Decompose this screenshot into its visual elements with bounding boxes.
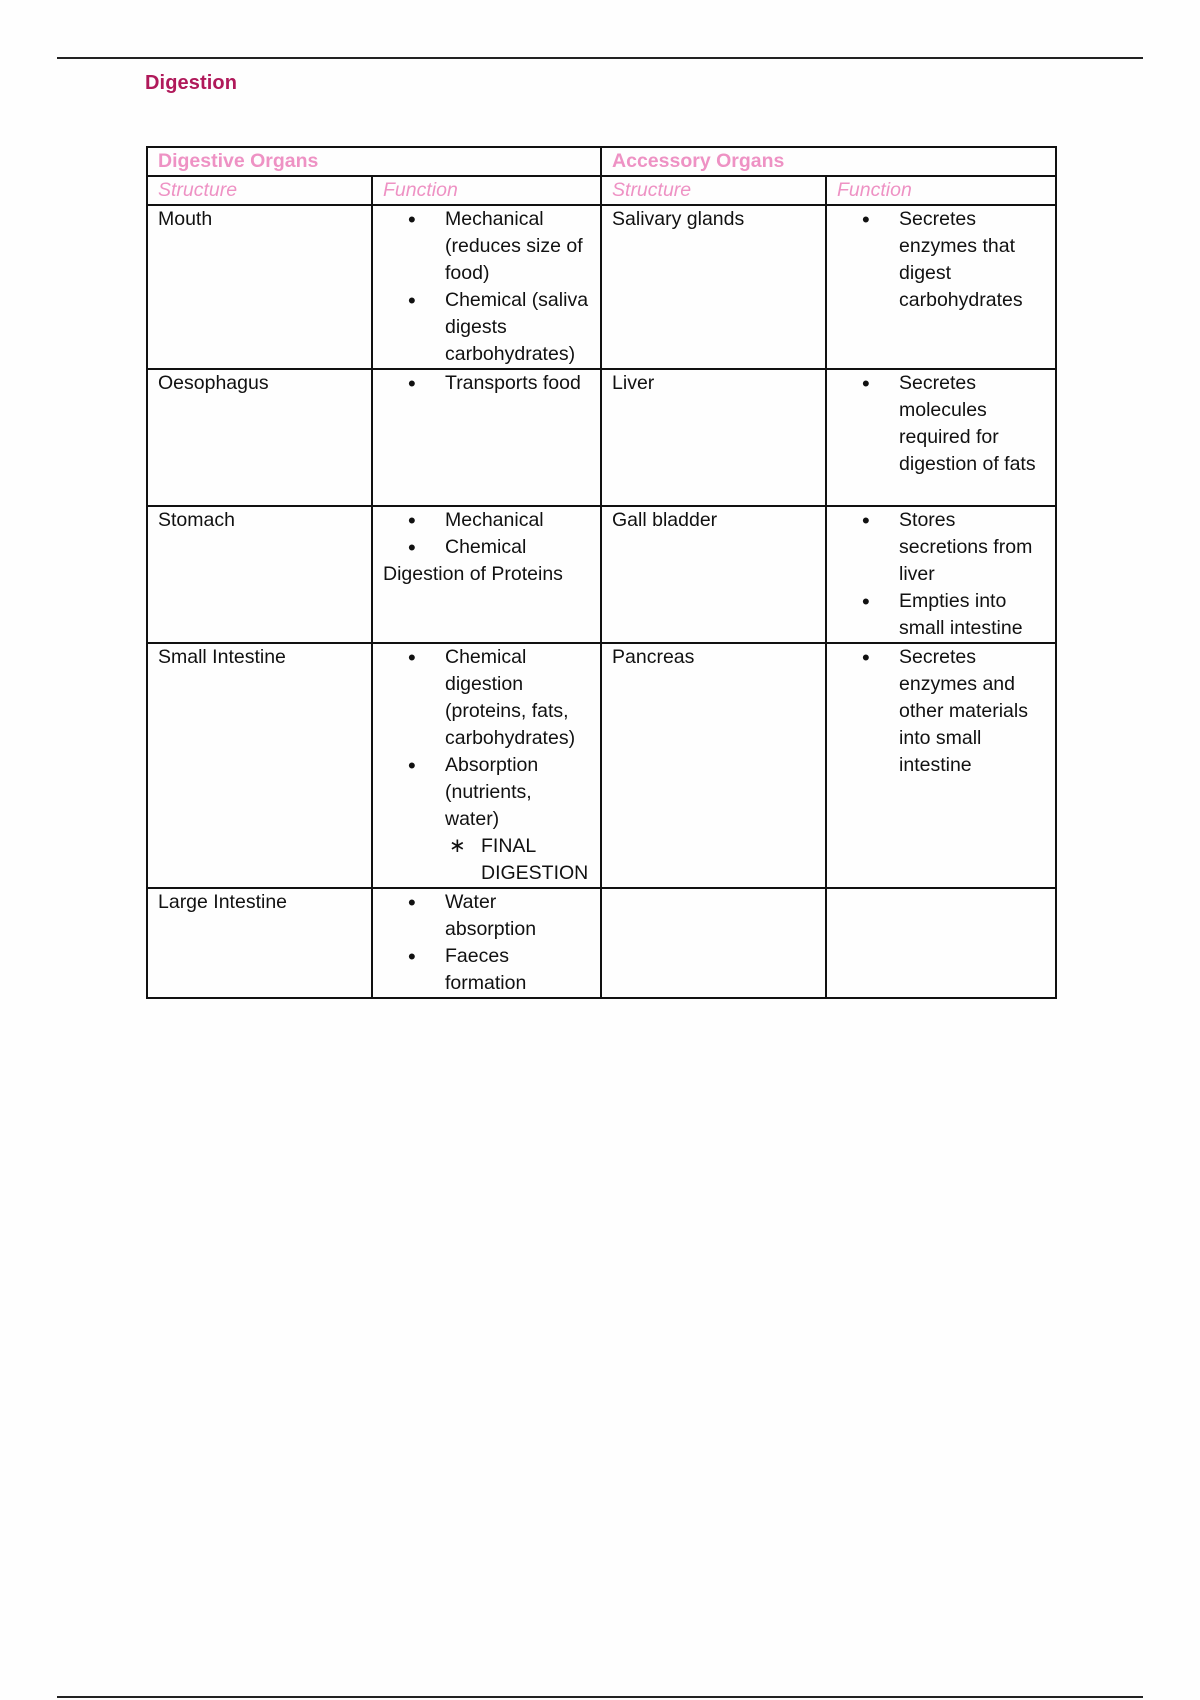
accessory-function-item: • Empties into small intestine — [899, 588, 1045, 642]
accessory-function-list — [837, 507, 1045, 642]
footer-rule — [57, 1696, 1143, 1698]
group-header-row — [147, 147, 1056, 176]
digestion-table — [146, 146, 1057, 999]
digestive-organs-header: Digestive Organs — [147, 147, 601, 176]
accessory-structure-cell: Gall bladder — [601, 506, 826, 643]
function-item: • Chemical — [445, 534, 590, 561]
table-row — [147, 506, 1056, 643]
accessory-function-cell — [826, 205, 1056, 369]
accessory-function-item: • Secretes molecules required for digestion of fats — [899, 370, 1045, 478]
structure-cell: Oesophagus — [147, 369, 372, 506]
accessory-function-item: • Secretes enzymes and other materials into small intestine — [899, 644, 1045, 779]
function-cell — [372, 643, 601, 888]
function-column-header: Function — [372, 176, 601, 205]
function-cell — [372, 369, 601, 506]
accessory-function-list — [837, 370, 1045, 478]
function-list — [383, 644, 590, 887]
function-list — [383, 889, 590, 997]
function-item: • Water absorption — [445, 889, 590, 943]
function-item: • Chemical digestion (proteins, fats, carbohydrates) — [445, 644, 590, 752]
accessory-function-cell — [826, 506, 1056, 643]
accessory-function-cell — [826, 643, 1056, 888]
accessory-function-cell — [826, 369, 1056, 506]
function-item: • Faeces formation — [445, 943, 590, 997]
function-list — [383, 370, 590, 397]
function-cell — [372, 506, 601, 643]
function-item: • Mechanical (reduces size of food) — [445, 206, 590, 287]
header-rule — [57, 57, 1143, 59]
function-item: • Chemical (saliva digests carbohydrates) — [445, 287, 590, 368]
accessory-structure-cell: Liver — [601, 369, 826, 506]
function-cell — [372, 888, 601, 998]
function-item: • Mechanical — [445, 507, 590, 534]
structure-cell: Mouth — [147, 205, 372, 369]
function-subitem: ∗ FINAL DIGESTION — [481, 833, 590, 887]
accessory-function-item: • Secretes enzymes that digest carbohydrates — [899, 206, 1045, 314]
function-note: Digestion of Proteins — [383, 563, 563, 585]
table-row — [147, 205, 1056, 369]
accessory-structure-cell: Salivary glands — [601, 205, 826, 369]
function-sublist — [445, 833, 590, 887]
accessory-function-cell — [826, 888, 1056, 998]
page-title: Digestion — [145, 72, 238, 94]
function-list — [383, 206, 590, 368]
accessory-organs-header: Accessory Organs — [601, 147, 1056, 176]
function-item: • Transports food — [445, 370, 590, 397]
table-row — [147, 888, 1056, 998]
accessory-function-list — [837, 206, 1045, 314]
accessory-structure-column-header: Structure — [601, 176, 826, 205]
function-item-text: Absorption (nutrients, water) — [445, 754, 539, 830]
table-row — [147, 643, 1056, 888]
accessory-function-column-header: Function — [826, 176, 1056, 205]
table-row — [147, 369, 1056, 506]
structure-cell: Stomach — [147, 506, 372, 643]
accessory-function-list — [837, 644, 1045, 779]
function-cell — [372, 205, 601, 369]
column-header-row — [147, 176, 1056, 205]
structure-column-header: Structure — [147, 176, 372, 205]
accessory-structure-cell: Pancreas — [601, 643, 826, 888]
function-item — [445, 752, 590, 887]
structure-cell: Small Intestine — [147, 643, 372, 888]
accessory-structure-cell — [601, 888, 826, 998]
structure-cell: Large Intestine — [147, 888, 372, 998]
accessory-function-item: • Stores secretions from liver — [899, 507, 1045, 588]
function-list — [383, 507, 590, 561]
